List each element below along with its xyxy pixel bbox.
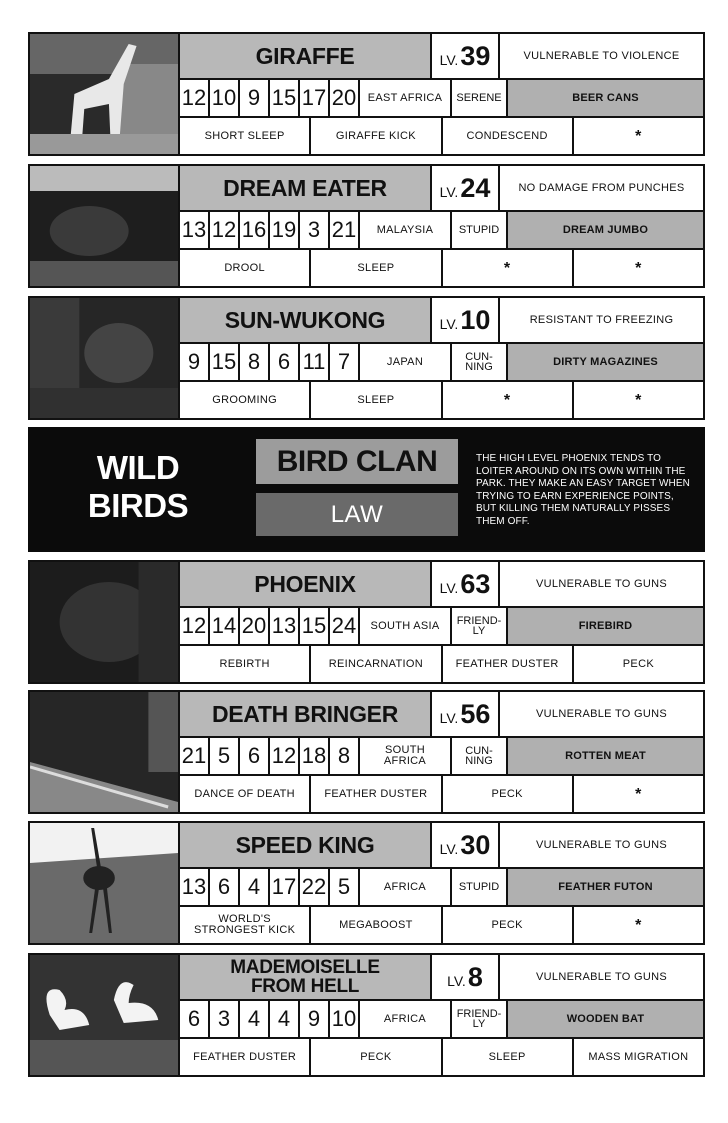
creature-photo [30,298,180,418]
skill-cell: GIRAFFE KICK [311,118,442,154]
skill-cell: PECK [622,657,654,670]
skills-row [180,776,703,812]
level-box [432,823,500,867]
stat-value: 5 [330,869,360,905]
skill-cell: * [635,391,642,409]
stats-row [180,212,703,250]
skill-cell: WORLD'S STRONGEST KICK [180,907,311,943]
stat-value: 19 [270,212,300,248]
stat-grid [180,298,703,418]
stat-grid [180,955,703,1075]
level-value: 56 [460,698,491,729]
skill-cell: SLEEP [443,1039,574,1075]
creature-photo [30,692,180,812]
weapon-text: BEER CANS [508,80,703,116]
skill-cell: MEGABOOST [311,907,442,943]
stat-value: 7 [330,344,360,380]
stat-value: 20 [330,80,360,116]
stat-value: 12 [210,212,240,248]
stat-value: 20 [240,608,270,644]
stat-value: 4 [240,869,270,905]
temperament-text: STUPID [452,869,508,905]
stat-value: 21 [180,738,210,774]
weapon-text: DIRTY MAGAZINES [508,344,703,380]
stats-row [180,80,703,118]
clan-alignment: LAW [256,493,458,536]
skill-cell: SLEEP [311,382,442,418]
skill-cell: GROOMING [180,382,311,418]
stats-row [180,738,703,776]
creature-card [28,953,705,1077]
weapon-text: FEATHER FUTON [508,869,703,905]
skill-cell: PECK [443,776,574,812]
level-label: LV. [447,973,466,989]
card-header-row [180,955,703,1001]
skill-cell: FEATHER DUSTER [443,646,574,682]
weakness-text: VULNERABLE TO GUNS [536,578,667,590]
stats-row [180,1001,703,1039]
region-text: SOUTH ASIA [360,608,452,644]
stat-grid [180,562,703,682]
stat-value: 9 [180,344,210,380]
level-box [432,692,500,736]
card-header-row [180,823,703,869]
creature-name: DREAM EATER [180,166,432,210]
skill-cell: REINCARNATION [311,646,442,682]
skill-cell: FEATHER DUSTER [180,1039,311,1075]
stat-grid [180,692,703,812]
creature-card [28,560,705,684]
creature-photo [30,562,180,682]
creature-name: SUN-WUKONG [180,298,432,342]
skill-cell: * [635,916,642,934]
banner-title [58,449,218,525]
skill-cell: * [443,250,574,286]
temperament-text: FRIEND- LY [452,1001,508,1037]
weakness-text: VULNERABLE TO GUNS [536,839,667,851]
stat-value: 13 [270,608,300,644]
weapon-text: DREAM JUMBO [508,212,703,248]
creature-name: GIRAFFE [180,34,432,78]
level-value: 39 [460,40,491,71]
clan-name: BIRD CLAN [256,439,458,484]
card-header-row [180,562,703,608]
skills-row [180,907,703,943]
skills-row [180,1039,703,1075]
stat-value: 12 [180,80,210,116]
temperament-text: SERENE [452,80,508,116]
skill-cell: SHORT SLEEP [180,118,311,154]
skill-cell: * [443,382,574,418]
stat-value: 9 [240,80,270,116]
card-header-row [180,298,703,344]
region-text: JAPAN [360,344,452,380]
stat-grid [180,166,703,286]
stat-value: 21 [330,212,360,248]
clan-description: THE HIGH LEVEL PHOENIX TENDS TO LOITER AROUND ON ITS OWN WITHIN THE PARK. THEY MAKE AN EASY TARGET WHEN TRYING TO EARN EXPERIENCE POINTS, BUT KILLING THEM NATURALLY PISSES THEM OFF. [476,453,690,527]
skill-cell: FEATHER DUSTER [311,776,442,812]
creature-card [28,32,705,156]
stat-value: 4 [240,1001,270,1037]
creature-card [28,821,705,945]
weakness-text: VULNERABLE TO VIOLENCE [523,50,680,62]
creature-photo [30,34,180,154]
stat-value: 17 [270,869,300,905]
stats-row [180,344,703,382]
stat-value: 15 [300,608,330,644]
stat-value: 6 [240,738,270,774]
skill-cell: CONDESCEND [443,118,574,154]
stat-value: 12 [270,738,300,774]
skill-cell: * [635,127,642,145]
skill-cell: REBIRTH [180,646,311,682]
stats-row [180,869,703,907]
stats-row [180,608,703,646]
skill-cell: * [635,259,642,277]
stat-value: 8 [240,344,270,380]
stat-value: 18 [300,738,330,774]
stat-grid [180,823,703,943]
stat-value: 17 [300,80,330,116]
level-value: 24 [460,172,491,203]
wild-birds-banner [28,427,705,552]
stat-value: 24 [330,608,360,644]
creature-name: PHOENIX [180,562,432,606]
region-text: MALAYSIA [360,212,452,248]
card-header-row [180,34,703,80]
skill-cell: PECK [311,1039,442,1075]
stat-grid [180,34,703,154]
level-box [432,562,500,606]
stat-value: 10 [210,80,240,116]
banner-title-line2: BIRDS [87,487,189,524]
level-box [432,166,500,210]
weapon-text: ROTTEN MEAT [508,738,703,774]
level-label: LV. [439,184,459,200]
creature-photo [30,955,180,1075]
creature-card [28,296,705,420]
level-label: LV. [439,52,459,68]
weakness-text: NO DAMAGE FROM PUNCHES [518,182,685,194]
level-box [432,34,500,78]
weapon-text: FIREBIRD [508,608,703,644]
temperament-text: CUN- NING [452,344,508,380]
creature-photo [30,823,180,943]
level-value: 30 [460,829,491,860]
stat-value: 6 [210,869,240,905]
stat-value: 3 [210,1001,240,1037]
stat-value: 13 [180,212,210,248]
skill-cell: * [635,785,642,803]
creature-photo [30,166,180,286]
level-value: 8 [467,961,483,992]
stat-value: 5 [210,738,240,774]
weakness-text: VULNERABLE TO GUNS [536,971,667,983]
stat-value: 6 [180,1001,210,1037]
level-box [432,955,500,999]
stat-value: 14 [210,608,240,644]
skills-row [180,382,703,418]
stat-value: 8 [330,738,360,774]
temperament-text: CUN- NING [452,738,508,774]
temperament-text: FRIEND- LY [452,608,508,644]
skill-cell: DROOL [180,250,311,286]
creature-name: DEATH BRINGER [180,692,432,736]
level-label: LV. [439,841,459,857]
temperament-text: STUPID [452,212,508,248]
card-header-row [180,692,703,738]
stat-value: 15 [210,344,240,380]
stat-value: 13 [180,869,210,905]
skills-row [180,118,703,154]
skill-cell: DANCE OF DEATH [180,776,311,812]
region-text: EAST AFRICA [360,80,452,116]
stat-value: 6 [270,344,300,380]
stat-value: 3 [300,212,330,248]
stat-value: 16 [240,212,270,248]
skill-cell: SLEEP [311,250,442,286]
stat-value: 15 [270,80,300,116]
region-text: SOUTH AFRICA [360,738,452,774]
stat-value: 10 [330,1001,360,1037]
stat-value: 11 [300,344,330,380]
stat-value: 4 [270,1001,300,1037]
creature-card [28,690,705,814]
region-text: AFRICA [360,1001,452,1037]
skill-cell: PECK [443,907,574,943]
creature-name: MADEMOISELLE FROM HELL [180,955,432,999]
level-label: LV. [439,580,459,596]
stat-value: 12 [180,608,210,644]
weakness-text: RESISTANT TO FREEZING [529,314,674,326]
weakness-text: VULNERABLE TO GUNS [536,708,667,720]
creature-card [28,164,705,288]
level-label: LV. [439,316,459,332]
level-box [432,298,500,342]
level-value: 10 [460,304,491,335]
stat-value: 22 [300,869,330,905]
skills-row [180,250,703,286]
banner-title-line1: WILD [96,449,180,486]
level-value: 63 [460,568,491,599]
skills-row [180,646,703,682]
region-text: AFRICA [360,869,452,905]
skill-cell: MASS MIGRATION [588,1050,689,1063]
card-header-row [180,166,703,212]
level-label: LV. [439,710,459,726]
creature-name: SPEED KING [180,823,432,867]
stat-value: 9 [300,1001,330,1037]
weapon-text: WOODEN BAT [508,1001,703,1037]
